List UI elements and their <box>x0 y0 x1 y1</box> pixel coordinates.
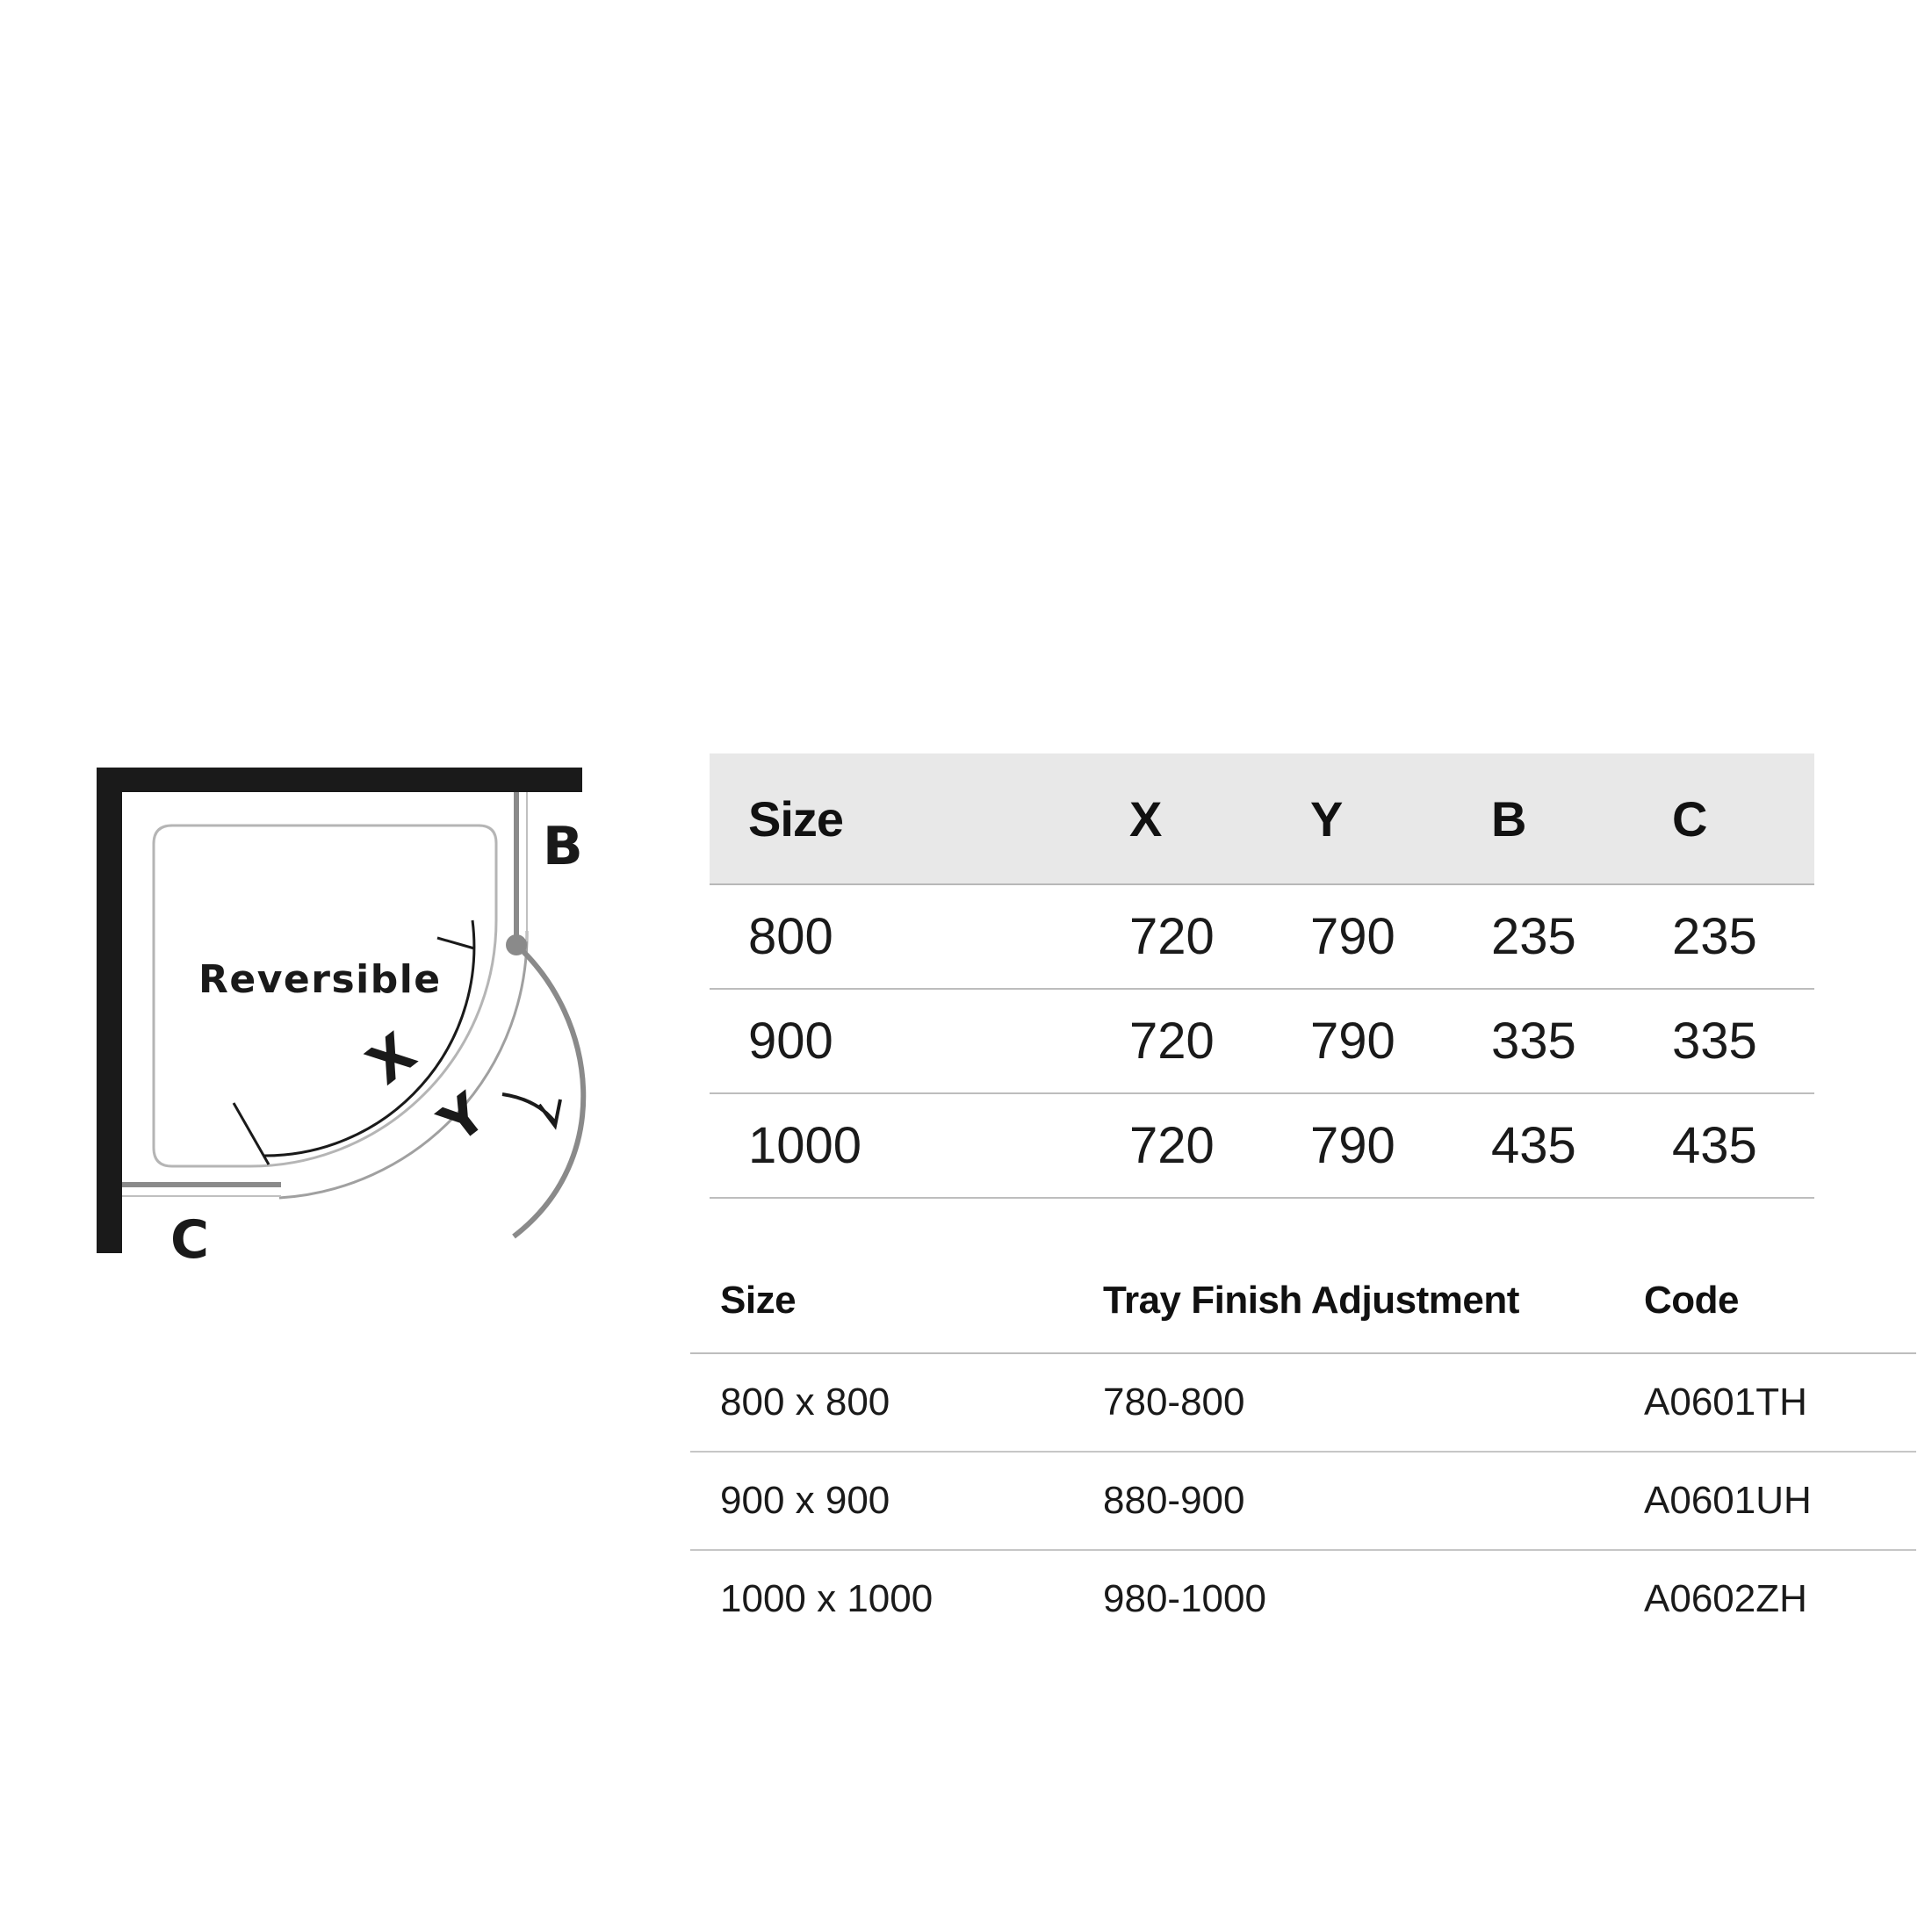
x-label: X <box>355 1020 428 1097</box>
cell-c: 435 <box>1633 1093 1814 1198</box>
cell-c: 335 <box>1633 989 1814 1093</box>
dimensions-table <box>710 753 1814 1199</box>
cell-b: 235 <box>1453 884 1633 989</box>
cell-b: 435 <box>1453 1093 1633 1198</box>
cell-b: 335 <box>1453 989 1633 1093</box>
header-x: X <box>1091 753 1272 884</box>
table-row <box>710 1093 1814 1198</box>
table-row <box>710 989 1814 1093</box>
cell-c: 235 <box>1633 884 1814 989</box>
table-row <box>690 1550 1916 1647</box>
reversible-label: Reversible <box>198 957 442 1002</box>
cell-code: A0602ZH <box>1644 1577 1807 1620</box>
cell-size: 900 <box>710 989 1091 1093</box>
x-dimension-tick-bottom <box>234 1103 269 1164</box>
cell-code: A0601UH <box>1614 1452 1916 1550</box>
b-label: B <box>543 816 583 877</box>
table-row <box>690 1353 1916 1452</box>
header-b: B <box>1453 753 1633 884</box>
header-y: Y <box>1272 753 1453 884</box>
cell-y: 790 <box>1272 1093 1453 1198</box>
cell-tray-finish: 880-900 <box>1073 1452 1614 1550</box>
tray-header-row <box>690 1249 1916 1353</box>
cell-tray-finish: 780-800 <box>1073 1353 1614 1452</box>
top-wall <box>97 768 582 792</box>
cell-code: A0601TH <box>1614 1353 1916 1452</box>
left-wall <box>97 768 122 1253</box>
header-code: Code <box>1614 1249 1916 1353</box>
header-c: C <box>1633 753 1814 884</box>
cell-tray-size: 900 x 900 <box>690 1452 1073 1550</box>
table-row <box>710 884 1814 989</box>
cell-y: 790 <box>1272 884 1453 989</box>
header-tray-size: Size <box>690 1249 1073 1353</box>
table-row <box>690 1452 1916 1550</box>
c-label: C <box>170 1209 210 1271</box>
cell-tray-finish: 980-1000 <box>1103 1577 1266 1620</box>
y-label: Y <box>427 1080 498 1156</box>
cell-x: 720 <box>1091 1093 1272 1198</box>
cell-x: 720 <box>1091 989 1272 1093</box>
cell-size: 800 <box>710 884 1091 989</box>
swing-arrow-head <box>539 1099 560 1126</box>
tray-table <box>690 1249 1916 1647</box>
cell-tray-size: 1000 x 1000 <box>720 1577 934 1620</box>
header-size: Size <box>710 753 1091 884</box>
dimensions-header-row <box>710 753 1814 884</box>
header-tray-finish: Tray Finish Adjustment <box>1073 1249 1614 1353</box>
cell-tray-size: 800 x 800 <box>690 1353 1073 1452</box>
cell-x: 720 <box>1091 884 1272 989</box>
door-swing-arc <box>514 945 583 1236</box>
cell-y: 790 <box>1272 989 1453 1093</box>
x-dimension-tick-top <box>437 938 474 948</box>
cell-size: 1000 <box>710 1093 1091 1198</box>
